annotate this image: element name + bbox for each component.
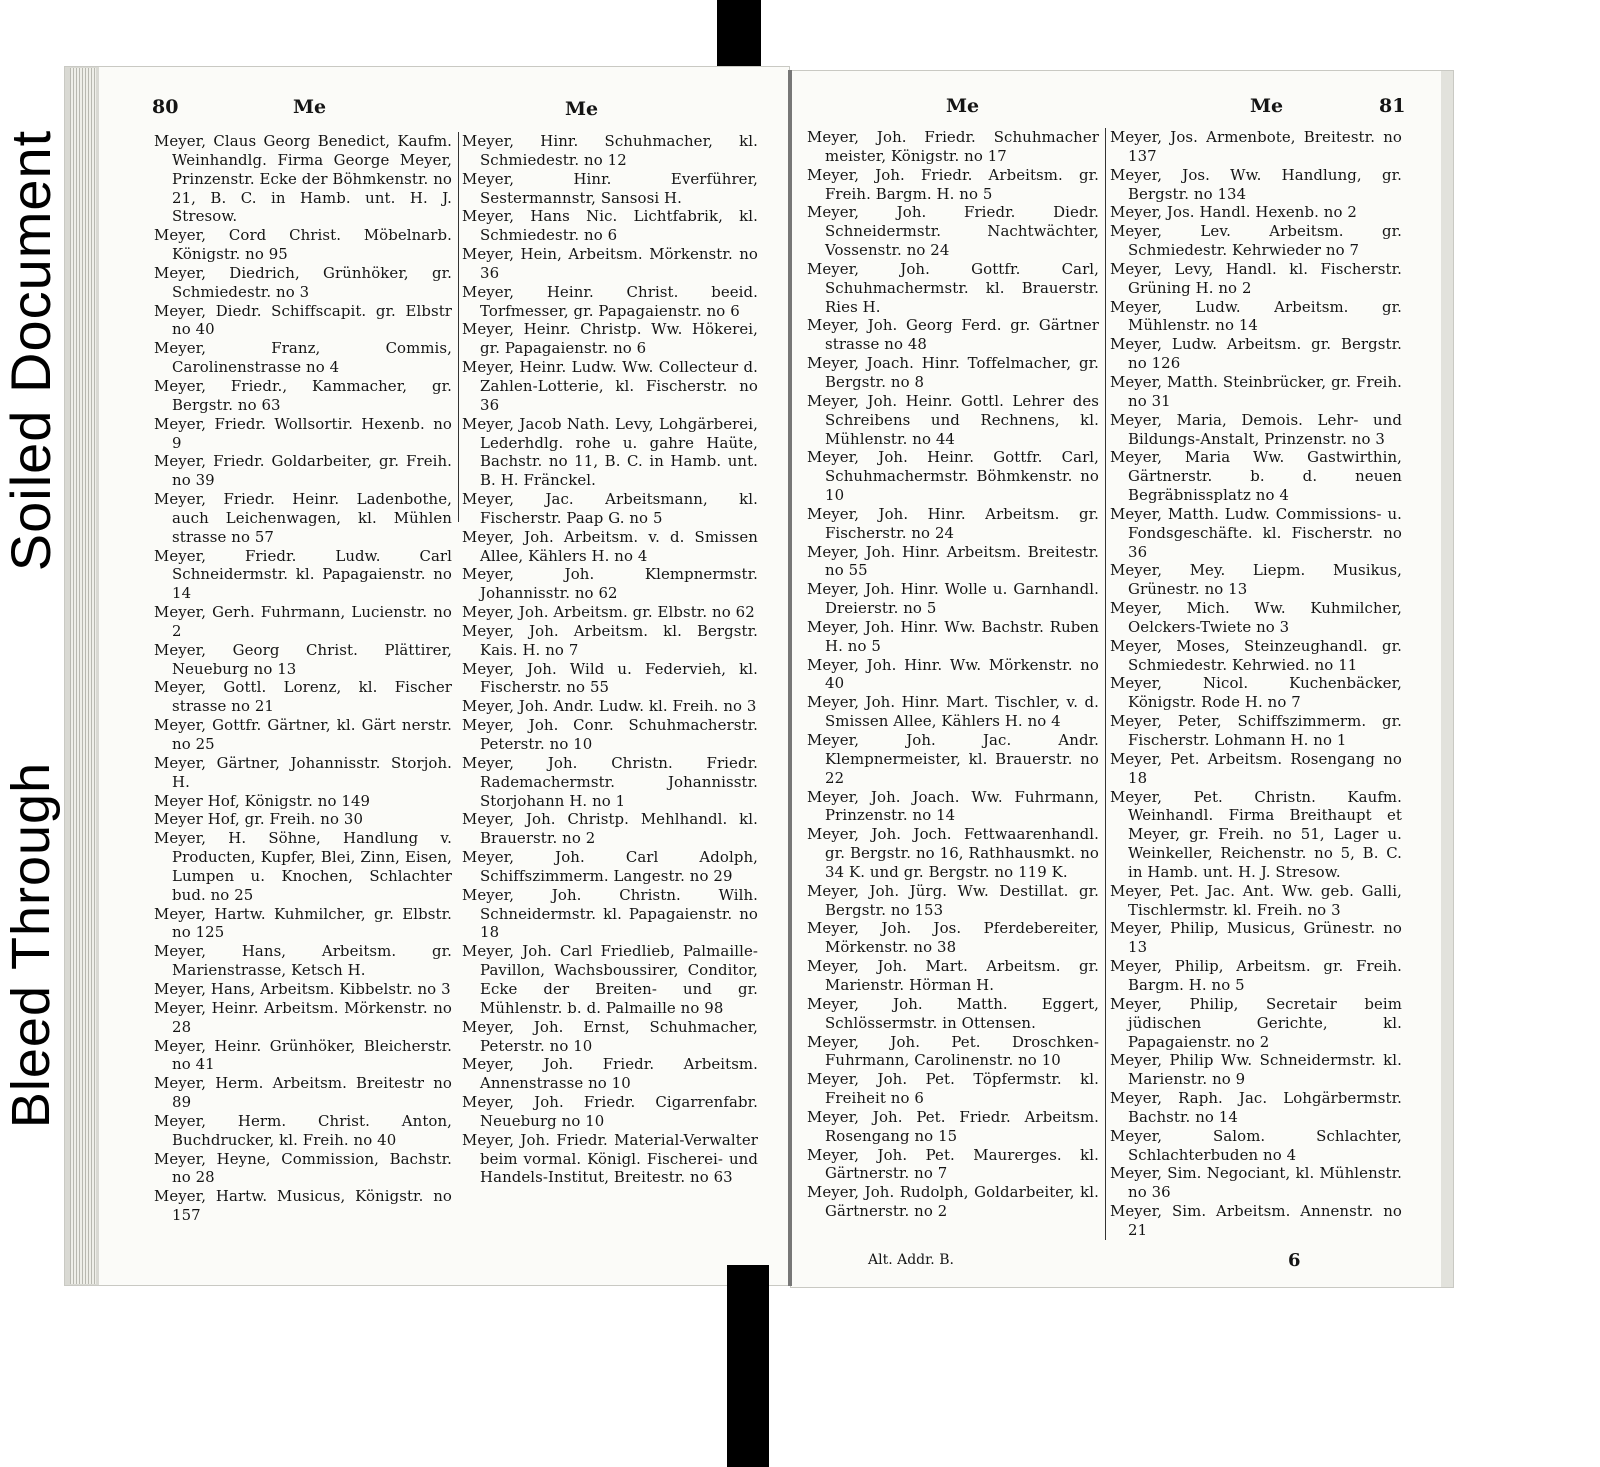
directory-entry: Meyer, Hans Nic. Lichtfabrik, kl. Schmiedestr. no 6 bbox=[462, 207, 758, 245]
directory-entry: Meyer, Georg Christ. Plättirer, Neueburg no 13 bbox=[154, 640, 452, 678]
directory-entry: Meyer, Joh. Jürg. Ww. Destillat. gr. Bergstr. no 153 bbox=[807, 881, 1099, 919]
directory-entry: Meyer, Heinr. Grünhöker, Bleicherstr. no 41 bbox=[154, 1036, 452, 1074]
directory-entry: Meyer, Joh. Hinr. Wolle u. Garnhandl. Dreierstr. no 5 bbox=[807, 580, 1099, 618]
right-header-right: Me bbox=[1250, 95, 1284, 117]
left-page-column-1 bbox=[154, 132, 452, 1225]
directory-entry: Meyer, Heinr. Christp. Ww. Hökerei, gr. Papagaienstr. no 6 bbox=[462, 320, 758, 358]
directory-entry: Meyer, Joh. Heinr. Gottfr. Carl, Schuhmachermstr. Böhmkenstr. no 10 bbox=[807, 448, 1099, 505]
directory-entry: Meyer, Cord Christ. Möbelnarb. Königstr. no 95 bbox=[154, 226, 452, 264]
directory-entry: Meyer Hof, Königstr. no 149 bbox=[154, 791, 371, 810]
directory-entry: Meyer, Ludw. Arbeitsm. gr. Bergstr. no 126 bbox=[1110, 335, 1402, 373]
directory-entry: Meyer, Joh. Hinr. Ww. Mörkenstr. no 40 bbox=[807, 655, 1099, 693]
directory-entry: Meyer, Joh. Arbeitsm. kl. Bergstr. Kais. H. no 7 bbox=[462, 621, 758, 659]
directory-entry: Meyer, Joh. Friedr. Arbeitsm. Annenstrasse no 10 bbox=[462, 1055, 758, 1093]
directory-entry: Meyer, Gottfr. Gärtner, kl. Gärt nerstr. no 25 bbox=[154, 716, 452, 753]
directory-entry: Meyer, Joh. Arbeitsm. v. d. Smissen Allee, Kählers H. no 4 bbox=[462, 527, 758, 565]
directory-entry: Meyer, Joh. Pet. Droschken-Fuhrmann, Carolinenstr. no 10 bbox=[807, 1032, 1099, 1070]
directory-entry: Meyer, Mey. Liepm. Musikus, Grünestr. no 13 bbox=[1110, 561, 1402, 599]
directory-entry: Meyer, Joh. Heinr. Gottl. Lehrer des Schreibens und Rechnens, kl. Mühlenstr. no 44 bbox=[807, 391, 1099, 448]
directory-entry: Meyer, Joh. Gottfr. Carl, Schuhmachermstr. kl. Brauerstr. Ries H. bbox=[807, 259, 1099, 316]
directory-entry: Meyer, Joh. Friedr. Arbeitsm. gr. Freih. Bargm. H. no 5 bbox=[807, 165, 1099, 203]
directory-entry: Meyer, Heinr. Arbeitsm. Mörkenstr. no 28 bbox=[154, 998, 452, 1036]
directory-entry: Meyer, Mich. Ww. Kuhmilcher, Oelckers-Twiete no 3 bbox=[1110, 599, 1402, 636]
right-page-column-1 bbox=[807, 128, 1099, 1221]
directory-entry: Meyer, Gottl. Lorenz, kl. Fischer strasse no 21 bbox=[154, 678, 452, 716]
directory-entry: Meyer, Diedrich, Grünhöker, gr. Schmiedestr. no 3 bbox=[154, 263, 452, 301]
directory-entry: Meyer, Pet. Christn. Kaufm. Weinhandl. Firma Breithaupt et Meyer, gr. Freih. no 51, Lager u. Weinkeller, Reichenstr. no 5, B. C. in Hamb. unt. H. J. Stresow. bbox=[1110, 787, 1402, 881]
directory-entry: Meyer, Heinr. Christ. beeid. Torfmesser, gr. Papagaienstr. no 6 bbox=[462, 282, 758, 320]
directory-entry: Meyer, Hinr. Everführer, Sestermannstr, Sansosi H. bbox=[462, 169, 758, 207]
directory-entry: Meyer, Peter, Schiffszimmerm. gr. Fischerstr. Lohmann H. no 1 bbox=[1110, 712, 1402, 749]
directory-entry: Meyer, Pet. Jac. Ant. Ww. geb. Galli, Tischlermstr. kl. Freih. no 3 bbox=[1110, 881, 1402, 919]
directory-entry: Meyer, Joh. Christn. Wilh. Schneidermstr. kl. Papagaienstr. no 18 bbox=[462, 885, 758, 942]
directory-entry: Meyer, Joh. Jos. Pferdebereiter, Mörkenstr. no 38 bbox=[807, 919, 1099, 957]
directory-entry: Meyer, Jacob Nath. Levy, Lohgärberei, Lederhdlg. rohe u. gahre Haüte, Bachstr. no 11, B. C. in Hamb. unt. B. H. Fränckel. bbox=[462, 414, 758, 490]
directory-entry: Meyer, Joh. Pet. Friedr. Arbeitsm. Rosengang no 15 bbox=[807, 1107, 1099, 1145]
directory-entry: Meyer, Maria, Demois. Lehr- und Bildungs-Anstalt, Prinzenstr. no 3 bbox=[1110, 410, 1402, 448]
directory-entry: Meyer, Gärtner, Johannisstr. Storjoh. H. bbox=[154, 753, 452, 791]
directory-entry: Meyer, Philip, Musicus, Grünestr. no 13 bbox=[1110, 919, 1402, 957]
directory-entry: Meyer, Maria Ww. Gastwirthin, Gärtnerstr. b. d. neuen Begräbnissplatz no 4 bbox=[1110, 448, 1402, 505]
directory-entry: Meyer, Friedr. Wollsortir. Hexenb. no 9 bbox=[154, 414, 452, 452]
bleed-through-stamp: Bleed Through bbox=[1, 761, 61, 1129]
directory-entry: Meyer, Joh. Carl Friedlieb, Palmaille-Pavillon, Wachsboussirer, Conditor, Ecke der Breiten- und gr. Mühlenstr. b. d. Palmaille no 98 bbox=[462, 942, 758, 1017]
directory-entry: Meyer, Joh. Friedr. Material-Verwalter beim vormal. Königl. Fischerei- und Handels-Institut, Breitestr. no 63 bbox=[462, 1130, 758, 1187]
directory-entry: Meyer, Friedr. Heinr. Ladenbothe, auch Leichenwagen, kl. Mühlen strasse no 57 bbox=[154, 490, 452, 546]
directory-entry: Meyer, Joh. Rudolph, Goldarbeiter, kl. Gärtnerstr. no 2 bbox=[807, 1183, 1099, 1221]
directory-entry: Meyer, Salom. Schlachter, Schlachterbuden no 4 bbox=[1110, 1126, 1402, 1164]
directory-entry: Meyer, Hartw. Musicus, Königstr. no 157 bbox=[154, 1187, 452, 1225]
left-page-column-2 bbox=[462, 132, 758, 1187]
directory-entry: Meyer, Joh. Wild u. Federvieh, kl. Fischerstr. no 55 bbox=[462, 659, 758, 697]
bookmark-ribbon-bottom bbox=[727, 1265, 769, 1467]
directory-entry: Meyer, Franz, Commis, Carolinenstrasse no 4 bbox=[154, 339, 452, 377]
footer-note: Alt. Addr. B. bbox=[868, 1252, 954, 1268]
directory-entry: Meyer, Joh. Christn. Friedr. Rademachermstr. Johannisstr. Storjohann H. no 1 bbox=[462, 753, 758, 810]
directory-entry: Meyer, Joh. Joch. Fettwaarenhandl. gr. Bergstr. no 16, Rathhausmkt. no 34 K. und gr. Bergstr. no 119 K. bbox=[807, 825, 1099, 881]
directory-entry: Meyer, Joh. Carl Adolph, Schiffszimmerm. Langestr. no 29 bbox=[462, 848, 758, 885]
directory-entry: Meyer, Claus Georg Benedict, Kaufm. Weinhandlg. Firma George Meyer, Prinzenstr. Ecke der Böhmkenstr. no 21, B. C. in Hamb. unt. H. J. Stresow. bbox=[154, 132, 452, 226]
directory-entry: Meyer, Heyne, Commission, Bachstr. no 28 bbox=[154, 1149, 452, 1187]
directory-entry: Meyer, Philip, Secretair beim jüdischen Gerichte, kl. Papagaienstr. no 2 bbox=[1110, 994, 1402, 1051]
directory-entry: Meyer, Joh. Jac. Andr. Klempnermeister, kl. Brauerstr. no 22 bbox=[807, 731, 1099, 787]
left-header-right: Me bbox=[565, 98, 599, 120]
directory-entry: Meyer, Herm. Arbeitsm. Breitestr no 89 bbox=[154, 1074, 452, 1112]
directory-entry: Meyer, Joh. Ernst, Schuhmacher, Peterstr. no 10 bbox=[462, 1017, 758, 1055]
directory-entry: Meyer, Joach. Hinr. Toffelmacher, gr. Bergstr. no 8 bbox=[807, 354, 1099, 391]
directory-entry: Meyer, Lev. Arbeitsm. gr. Schmiedestr. Kehrwieder no 7 bbox=[1110, 222, 1402, 260]
directory-entry: Meyer, Friedr. Ludw. Carl Schneidermstr. kl. Papagaienstr. no 14 bbox=[154, 546, 452, 603]
left-header-left: Me bbox=[293, 96, 327, 118]
directory-entry: Meyer, Friedr., Kammacher, gr. Bergstr. no 63 bbox=[154, 376, 452, 414]
page-edge bbox=[70, 68, 96, 1284]
directory-entry: Meyer, Nicol. Kuchenbäcker, Königstr. Rode H. no 7 bbox=[1110, 674, 1402, 712]
directory-entry: Meyer Hof, gr. Freih. no 30 bbox=[154, 810, 364, 829]
right-page-number: 81 bbox=[1379, 95, 1406, 117]
book-gutter bbox=[788, 70, 792, 1286]
directory-entry: Meyer, Joh. Conr. Schuhmacherstr. Peterstr. no 10 bbox=[462, 716, 758, 753]
directory-entry: Meyer, Joh. Joach. Ww. Fuhrmann, Prinzenstr. no 14 bbox=[807, 787, 1099, 825]
directory-entry: Meyer, Philip Ww. Schneidermstr. kl. Marienstr. no 9 bbox=[1110, 1051, 1402, 1089]
directory-entry: Meyer, Jos. Handl. Hexenb. no 2 bbox=[1110, 203, 1357, 222]
directory-entry: Meyer, Joh. Hinr. Arbeitsm. gr. Fischerstr. no 24 bbox=[807, 504, 1099, 542]
directory-entry: Meyer, Joh. Matth. Eggert, Schlössermstr. in Ottensen. bbox=[807, 994, 1099, 1032]
directory-entry: Meyer, Joh. Andr. Ludw. kl. Freih. no 3 bbox=[462, 697, 757, 716]
directory-entry: Meyer, Moses, Steinzeughandl. gr. Schmiedestr. Kehrwied. no 11 bbox=[1110, 636, 1402, 674]
directory-entry: Meyer, Jos. Armenbote, Breitestr. no 137 bbox=[1110, 128, 1402, 165]
directory-entry: Meyer, Ludw. Arbeitsm. gr. Mühlenstr. no 14 bbox=[1110, 297, 1402, 335]
directory-entry: Meyer, Joh. Friedr. Schuhmacher meister, Königstr. no 17 bbox=[807, 128, 1099, 165]
left-page-number: 80 bbox=[152, 96, 179, 118]
soiled-document-stamp: Soiled Document bbox=[0, 129, 63, 571]
directory-entry: Meyer, Levy, Handl. kl. Fischerstr. Grüning H. no 2 bbox=[1110, 259, 1402, 297]
right-page-column-2 bbox=[1110, 128, 1402, 1240]
directory-entry: Meyer, Hinr. Schuhmacher, kl. Schmiedestr. no 12 bbox=[462, 132, 758, 169]
directory-entry: Meyer, Herm. Christ. Anton, Buchdrucker, kl. Freih. no 40 bbox=[154, 1111, 452, 1149]
directory-entry: Meyer, Joh. Friedr. Diedr. Schneidermstr. Nachtwächter, Vossenstr. no 24 bbox=[807, 203, 1099, 260]
directory-entry: Meyer, Joh. Klempnermstr. Johannisstr. no 62 bbox=[462, 565, 758, 603]
directory-entry: Meyer, Sim. Arbeitsm. Annenstr. no 21 bbox=[1110, 1202, 1402, 1239]
right-column-rule bbox=[1105, 128, 1106, 1240]
directory-entry: Meyer, Hartw. Kuhmilcher, gr. Elbstr. no 125 bbox=[154, 904, 452, 942]
directory-entry: Meyer, Sim. Negociant, kl. Mühlenstr. no 36 bbox=[1110, 1164, 1402, 1202]
directory-entry: Meyer, Diedr. Schiffscapit. gr. Elbstr no 40 bbox=[154, 301, 452, 339]
directory-entry: Meyer, Matth. Ludw. Commissions- u. Fondsgeschäfte. kl. Fischerstr. no 36 bbox=[1110, 504, 1402, 561]
directory-entry: Meyer, Raph. Jac. Lohgärbermstr. Bachstr. no 14 bbox=[1110, 1089, 1402, 1126]
directory-entry: Meyer, Matth. Steinbrücker, gr. Freih. no 31 bbox=[1110, 372, 1402, 410]
directory-entry: Meyer, Hein, Arbeitsm. Mörkenstr. no 36 bbox=[462, 245, 758, 282]
directory-entry: Meyer, Joh. Hinr. Ww. Bachstr. Ruben H. no 5 bbox=[807, 617, 1099, 655]
directory-entry: Meyer, Heinr. Ludw. Ww. Collecteur d. Zahlen-Lotterie, kl. Fischerstr. no 36 bbox=[462, 358, 758, 414]
directory-entry: Meyer, Hans, Arbeitsm. gr. Marienstrasse, Ketsch H. bbox=[154, 942, 452, 980]
directory-entry: Meyer, Pet. Arbeitsm. Rosengang no 18 bbox=[1110, 749, 1402, 787]
directory-entry: Meyer, Jac. Arbeitsmann, kl. Fischerstr. Paap G. no 5 bbox=[462, 490, 758, 527]
directory-entry: Meyer, Friedr. Goldarbeiter, gr. Freih. no 39 bbox=[154, 452, 452, 490]
left-column-rule bbox=[458, 132, 459, 522]
directory-entry: Meyer, H. Söhne, Handlung v. Producten, Kupfer, Blei, Zinn, Eisen, Lumpen u. Knochen, Schlachter bud. no 25 bbox=[154, 829, 452, 904]
right-header-left: Me bbox=[946, 95, 980, 117]
directory-entry: Meyer, Joh. Hinr. Mart. Tischler, v. d. Smissen Allee, Kählers H. no 4 bbox=[807, 693, 1099, 731]
directory-entry: Meyer, Joh. Georg Ferd. gr. Gärtner strasse no 48 bbox=[807, 316, 1099, 354]
directory-entry: Meyer, Philip, Arbeitsm. gr. Freih. Bargm. H. no 5 bbox=[1110, 957, 1402, 994]
directory-entry: Meyer, Joh. Pet. Maurerges. kl. Gärtnerstr. no 7 bbox=[807, 1145, 1099, 1183]
signature-mark: 6 bbox=[1288, 1250, 1301, 1271]
directory-entry: Meyer, Hans, Arbeitsm. Kibbelstr. no 3 bbox=[154, 979, 451, 998]
directory-entry: Meyer, Joh. Mart. Arbeitsm. gr. Marienstr. Hörman H. bbox=[807, 957, 1099, 994]
directory-entry: Meyer, Jos. Ww. Handlung, gr. Bergstr. no 134 bbox=[1110, 165, 1402, 203]
directory-entry: Meyer, Joh. Friedr. Cigarrenfabr. Neueburg no 10 bbox=[462, 1093, 758, 1130]
directory-entry: Meyer, Joh. Christp. Mehlhandl. kl. Brauerstr. no 2 bbox=[462, 810, 758, 848]
directory-entry: Meyer, Joh. Arbeitsm. gr. Elbstr. no 62 bbox=[462, 603, 755, 622]
directory-entry: Meyer, Joh. Hinr. Arbeitsm. Breitestr. no 55 bbox=[807, 542, 1099, 580]
directory-entry: Meyer, Gerh. Fuhrmann, Lucienstr. no 2 bbox=[154, 603, 452, 640]
directory-entry: Meyer, Joh. Pet. Töpfermstr. kl. Freiheit no 6 bbox=[807, 1070, 1099, 1108]
